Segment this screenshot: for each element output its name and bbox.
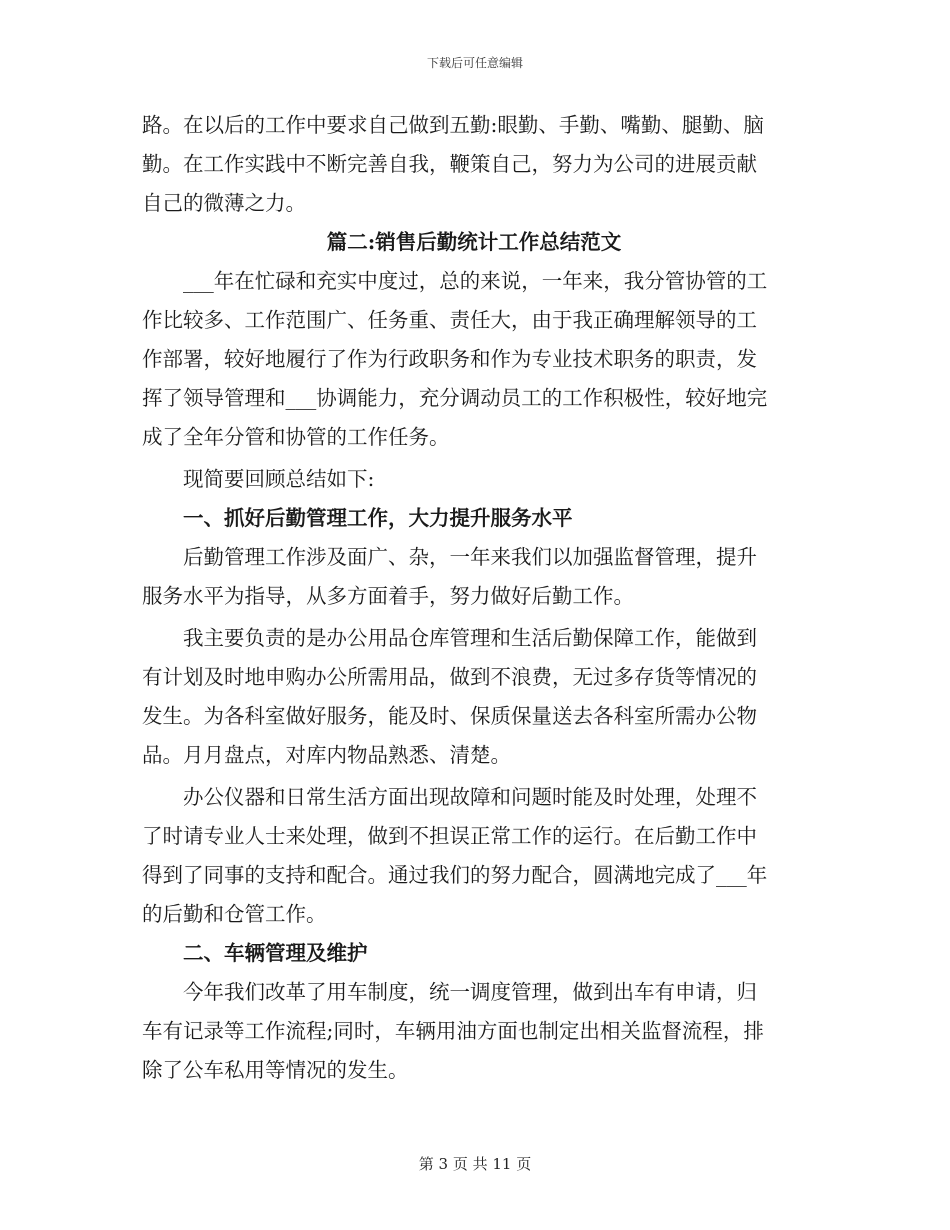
body-text-line: 发生。为各科室做好服务，能及时、保质保量送去各科室所需办公物 [142,704,757,728]
body-text-line: 了时请专业人士来处理，做到不担误正常工作的运行。在后勤工作中 [142,824,757,848]
body-text-line: 服务水平为指导，从多方面着手，努力做好后勤工作。 [142,584,634,608]
section-heading: 一、抓好后勤管理工作，大力提升服务水平 [183,506,573,530]
body-text-line: 作比较多、工作范围广、任务重、责任大，由于我正确理解领导的工 [142,308,757,332]
body-text-line: 的后勤和仓管工作。 [142,902,327,926]
body-text-line: 我主要负责的是办公用品仓库管理和生活后勤保障工作，能做到 [183,626,757,650]
section-title: 篇二:销售后勤统计工作总结范文 [326,230,622,254]
body-text-line: 今年我们改革了用车制度，统一调度管理，做到出车有申请，归 [183,980,757,1004]
body-text-line: 路。在以后的工作中要求自己做到五勤:眼勤、手勤、嘴勤、腿勤、脑 [142,113,764,137]
body-text-line: 办公仪器和日常生活方面出现故障和问题时能及时处理，处理不 [183,785,757,809]
page-header: 下载后可任意编辑 [426,56,523,70]
body-text-line: 除了公车私用等情况的发生。 [142,1058,409,1082]
body-text-line: 有计划及时地申购办公所需用品，做到不浪费，无过多存货等情况的 [142,665,757,689]
body-text-line: 车有记录等工作流程;同时，车辆用油方面也制定出相关监督流程，排 [142,1019,764,1043]
body-text-line: 现简要回顾总结如下: [183,467,375,491]
document-body [142,106,806,1090]
body-text-line: 后勤管理工作涉及面广、杂，一年来我们以加强监督管理，提升 [183,545,757,569]
page-footer: 第 3 页 共 11 页 [418,1155,532,1173]
body-text-line: 勤。在工作实践中不断完善自我，鞭策自己，努力为公司的进展贡献 [142,152,757,176]
body-text-line: 挥了领导管理和___协调能力，充分调动员工的工作积极性，较好地完 [142,386,768,410]
body-text-line: ___年在忙碌和充实中度过，总的来说，一年来，我分管协管的工 [183,269,768,293]
body-text-line: 成了全年分管和协管的工作任务。 [142,425,450,449]
body-text-line: 品。月月盘点，对库内物品熟悉、清楚。 [142,743,511,767]
body-text-line: 得到了同事的支持和配合。通过我们的努力配合，圆满地完成了___年 [142,863,768,887]
section-heading: 二、车辆管理及维护 [183,941,368,965]
body-text-line: 作部署，较好地履行了作为行政职务和作为专业技术职务的职责，发 [142,347,757,371]
body-text-line: 自己的微薄之力。 [142,191,306,215]
